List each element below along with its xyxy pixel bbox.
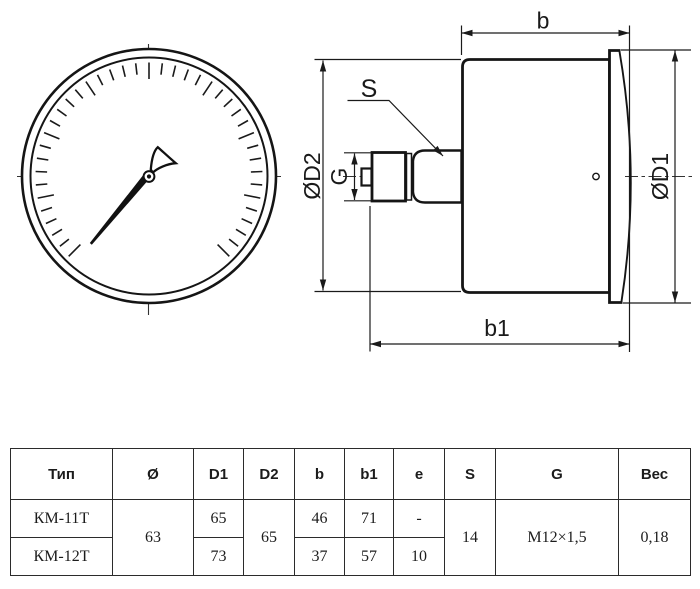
cell-weight: 0,18	[619, 500, 691, 576]
header-diameter: Ø	[113, 449, 194, 500]
cell-d1-row1: 65	[194, 500, 244, 538]
dim-d2-label: ØD2	[299, 152, 325, 200]
cell-diameter: 63	[113, 500, 194, 576]
cell-b-row1: 46	[295, 500, 345, 538]
header-b1: b1	[345, 449, 394, 500]
header-e: e	[394, 449, 445, 500]
spec-table-container	[10, 448, 690, 576]
hex-nut	[413, 151, 462, 203]
header-weight: Вес	[619, 449, 691, 500]
header-d2: D2	[244, 449, 295, 500]
table-row	[11, 500, 691, 538]
cell-b1-row2: 57	[345, 538, 394, 576]
cell-b-row2: 37	[295, 538, 345, 576]
gauge-side-view	[343, 51, 694, 303]
bezel-ring	[610, 51, 623, 303]
collar	[407, 154, 412, 201]
cell-d2: 65	[244, 500, 295, 576]
cell-g: M12×1,5	[496, 500, 619, 576]
needle-hub-center	[147, 174, 151, 178]
cell-e-row1: -	[394, 500, 445, 538]
cell-s: 14	[445, 500, 496, 576]
dim-d1-label: ØD1	[647, 152, 673, 201]
cell-b1-row1: 71	[345, 500, 394, 538]
gauge-front-view	[17, 44, 281, 315]
dim-s-label: S	[360, 75, 378, 103]
header-type: Тип	[11, 449, 113, 500]
back-center-hole	[593, 173, 599, 179]
cell-e-row2: 10	[394, 538, 445, 576]
table-header-row	[11, 449, 691, 500]
header-s: S	[445, 449, 496, 500]
case-body	[463, 60, 610, 293]
dim-s-leader	[348, 101, 444, 157]
dim-g-label: G	[326, 167, 352, 186]
cell-d1-row2: 73	[194, 538, 244, 576]
thread-end-cap	[362, 169, 372, 186]
header-b: b	[295, 449, 345, 500]
cell-type-km11t: КМ-11Т	[11, 500, 113, 538]
cell-type-km12t: КМ-12Т	[11, 538, 113, 576]
header-d1: D1	[194, 449, 244, 500]
dim-b1-label: b1	[484, 315, 510, 341]
spec-table	[10, 448, 691, 576]
dim-b-label: b	[536, 7, 550, 34]
header-g: G	[496, 449, 619, 500]
thread-section	[372, 153, 406, 202]
